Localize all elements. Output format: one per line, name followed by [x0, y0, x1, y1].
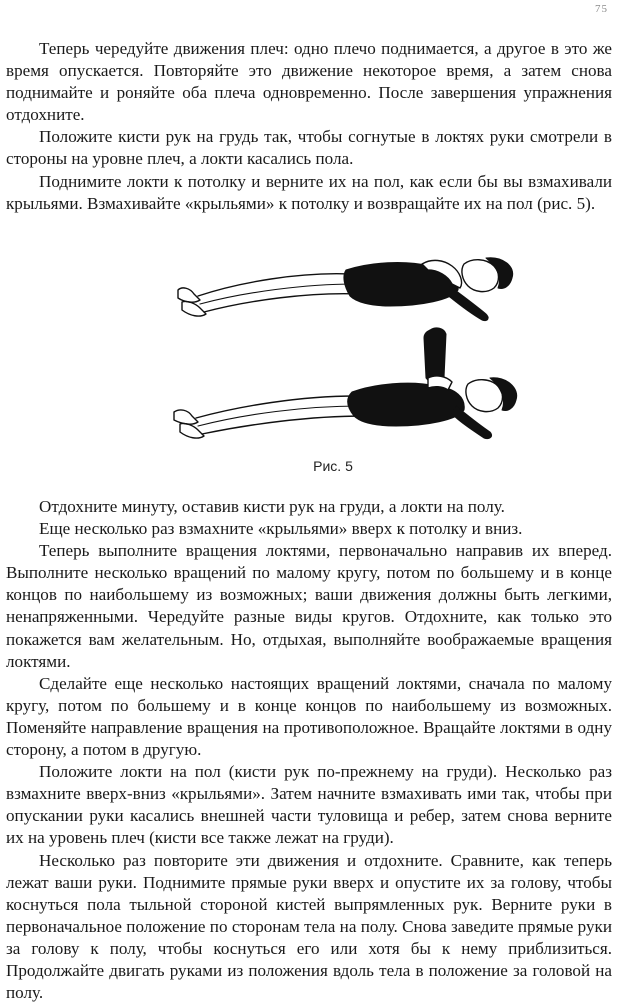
paragraph: Положите локти на пол (кисти рук по-прежнему на груди). Несколько раз взмахните вверх-вниз «крыльями». Затем начните взмахивать ими так, чтобы при опускании руки касались внешней части туловища и ребер, затем снова верните их на уровень плеч (кисти все также лежат на груди). [6, 761, 612, 849]
paragraph: Положите кисти рук на грудь так, чтобы согнутые в локтях руки смотрели в стороны на уровне плеч, а локти касались пола. [6, 126, 612, 170]
paragraph: Сделайте еще несколько настоящих вращений локтями, сначала по малому кругу, потом по большему и в конце концов по наибольшему из возможных. Поменяйте направление вращения на противоположное. Вращайте локтями в одну сторону, а потом в другую. [6, 673, 612, 761]
figure-caption: Рис. 5 [0, 458, 620, 474]
figure-lying-elbow-raised [174, 328, 517, 439]
paragraph: Несколько раз повторите эти движения и отдохните. Сравните, как теперь лежат ваши руки. Поднимите прямые руки вверх и опустите их за голову, чтобы коснуться пола тыльной стороной кистей выпрямленных рук. Верните руки в первоначальное положение по сторонам тела на полу. Снова заведите прямые руки за голову к полу, чтобы коснуться его или хотя бы к нему приблизиться. Продолжайте двигать руками из положения вдоль тела в положение за головой на полу. [6, 850, 612, 1004]
paragraph: Теперь выполните вращения локтями, первоначально направив их вперед. Выполните несколько вращений по малому кругу, потом по большему и в конце концов по наибольшему из возможных; ваши движения должны быть легкими, ненапряженными. Чередуйте разные виды кругов. Отдохните, как только это покажется вам желательным. Но, отдыхая, выполняйте воображаемые вращения локтями. [6, 540, 612, 673]
paragraph: Еще несколько раз взмахните «крыльями» вверх к потолку и вниз. [6, 518, 612, 540]
figure-lying-elbows-down [178, 258, 513, 321]
text-block-top [6, 38, 612, 215]
page-number: 75 [595, 3, 608, 15]
figure-illustration [160, 238, 540, 443]
paragraph: Теперь чередуйте движения плеч: одно плечо поднимается, а другое в это же время опускается. Повторяйте это движение некоторое время, а затем снова поднимайте и роняйте оба плеча одновременно. После завершения упражнения отдохните. [6, 38, 612, 126]
text-block-bottom [6, 496, 612, 1004]
figure-drawing [160, 238, 540, 443]
paragraph: Отдохните минуту, оставив кисти рук на груди, а локти на полу. [6, 496, 612, 518]
paragraph: Поднимите локти к потолку и верните их на пол, как если бы вы взмахивали крыльями. Взмахивайте «крыльями» к потолку и возвращайте их на пол (рис. 5). [6, 171, 612, 215]
